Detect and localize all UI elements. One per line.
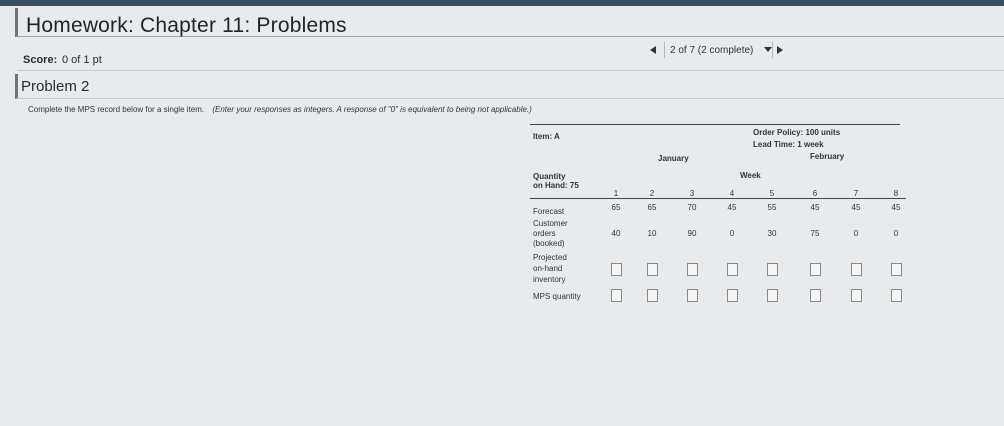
- customer-orders-value: 10: [647, 229, 657, 238]
- question-navigator: [640, 40, 790, 60]
- order-policy: Order Policy: 100 units: [753, 128, 841, 137]
- question-status-dropdown[interactable]: 2 of 7 (2 complete): [670, 45, 754, 56]
- problem-header: [15, 74, 1004, 99]
- month-january: January: [658, 154, 689, 163]
- mps-quantity-input[interactable]: [810, 289, 821, 302]
- projected-inventory-label: inventory: [533, 275, 566, 284]
- forecast-value: 55: [767, 203, 777, 212]
- chevron-down-icon[interactable]: [764, 47, 772, 52]
- mps-quantity-input[interactable]: [891, 289, 902, 302]
- customer-orders-label: Customer: [533, 219, 568, 228]
- customer-orders-value: 75: [810, 229, 820, 238]
- projected-inventory-label: on-hand: [533, 264, 563, 273]
- projected-inventory-input[interactable]: [851, 263, 862, 276]
- projected-inventory-input[interactable]: [891, 263, 902, 276]
- projected-inventory-input[interactable]: [647, 263, 658, 276]
- customer-orders-label: (booked): [533, 239, 565, 248]
- mps-quantity-input[interactable]: [611, 289, 622, 302]
- lead-time: Lead Time: 1 week: [753, 140, 824, 149]
- mps-quantity-label: MPS quantity: [533, 292, 581, 301]
- forecast-value: 45: [851, 203, 861, 212]
- next-question-icon[interactable]: [774, 43, 786, 57]
- mps-quantity-input[interactable]: [647, 289, 658, 302]
- instruction-note: (Enter your responses as integers. A response of "0" is equivalent to being not applicable.): [212, 105, 532, 114]
- week-label: Week: [740, 171, 761, 180]
- projected-inventory-label: Projected: [533, 253, 567, 262]
- mps-quantity-input[interactable]: [767, 289, 778, 302]
- forecast-value: 45: [891, 203, 901, 212]
- week-number: 3: [689, 189, 695, 198]
- on-hand-label: on Hand: 75: [533, 181, 579, 190]
- customer-orders-value: 0: [729, 229, 735, 238]
- month-february: February: [810, 152, 845, 161]
- item-label: Item: A: [533, 132, 560, 141]
- forecast-value: 65: [647, 203, 657, 212]
- forecast-value: 65: [611, 203, 621, 212]
- instruction-text: Complete the MPS record below for a single item.: [28, 105, 205, 114]
- projected-inventory-input[interactable]: [687, 263, 698, 276]
- forecast-value: 70: [687, 203, 697, 212]
- score-row: [18, 48, 1004, 71]
- projected-inventory-input[interactable]: [727, 263, 738, 276]
- mps-record: [530, 124, 910, 304]
- header: [15, 8, 1004, 37]
- score-value: 0 of 1 pt: [62, 54, 102, 66]
- week-number: 4: [729, 189, 735, 198]
- customer-orders-value: 90: [687, 229, 697, 238]
- mps-quantity-input[interactable]: [727, 289, 738, 302]
- score-label: Score:: [23, 54, 58, 66]
- customer-orders-value: 30: [767, 229, 777, 238]
- customer-orders-value: 0: [893, 229, 899, 238]
- top-accent-bar: [0, 0, 1004, 6]
- customer-orders-value: 40: [611, 229, 621, 238]
- week-number: 8: [893, 189, 899, 198]
- divider: [530, 198, 906, 199]
- forecast-value: 45: [810, 203, 820, 212]
- customer-orders-label: orders: [533, 229, 556, 238]
- projected-inventory-input[interactable]: [767, 263, 778, 276]
- week-number: 1: [613, 189, 619, 198]
- instructions: [28, 105, 532, 114]
- nav-divider: [772, 42, 773, 58]
- projected-inventory-input[interactable]: [611, 263, 622, 276]
- quantity-label: Quantity: [533, 172, 566, 181]
- mps-quantity-input[interactable]: [687, 289, 698, 302]
- projected-inventory-input[interactable]: [810, 263, 821, 276]
- week-number: 6: [812, 189, 818, 198]
- week-number: 5: [769, 189, 775, 198]
- forecast-label: Forecast: [533, 207, 565, 216]
- forecast-value: 45: [727, 203, 737, 212]
- divider: [530, 124, 900, 125]
- page-title: Homework: Chapter 11: Problems: [26, 14, 347, 37]
- week-number: 2: [649, 189, 655, 198]
- nav-divider: [664, 42, 665, 58]
- previous-question-icon[interactable]: [648, 43, 660, 57]
- customer-orders-value: 0: [853, 229, 859, 238]
- mps-quantity-input[interactable]: [851, 289, 862, 302]
- week-number: 7: [853, 189, 859, 198]
- problem-title: Problem 2: [21, 78, 90, 95]
